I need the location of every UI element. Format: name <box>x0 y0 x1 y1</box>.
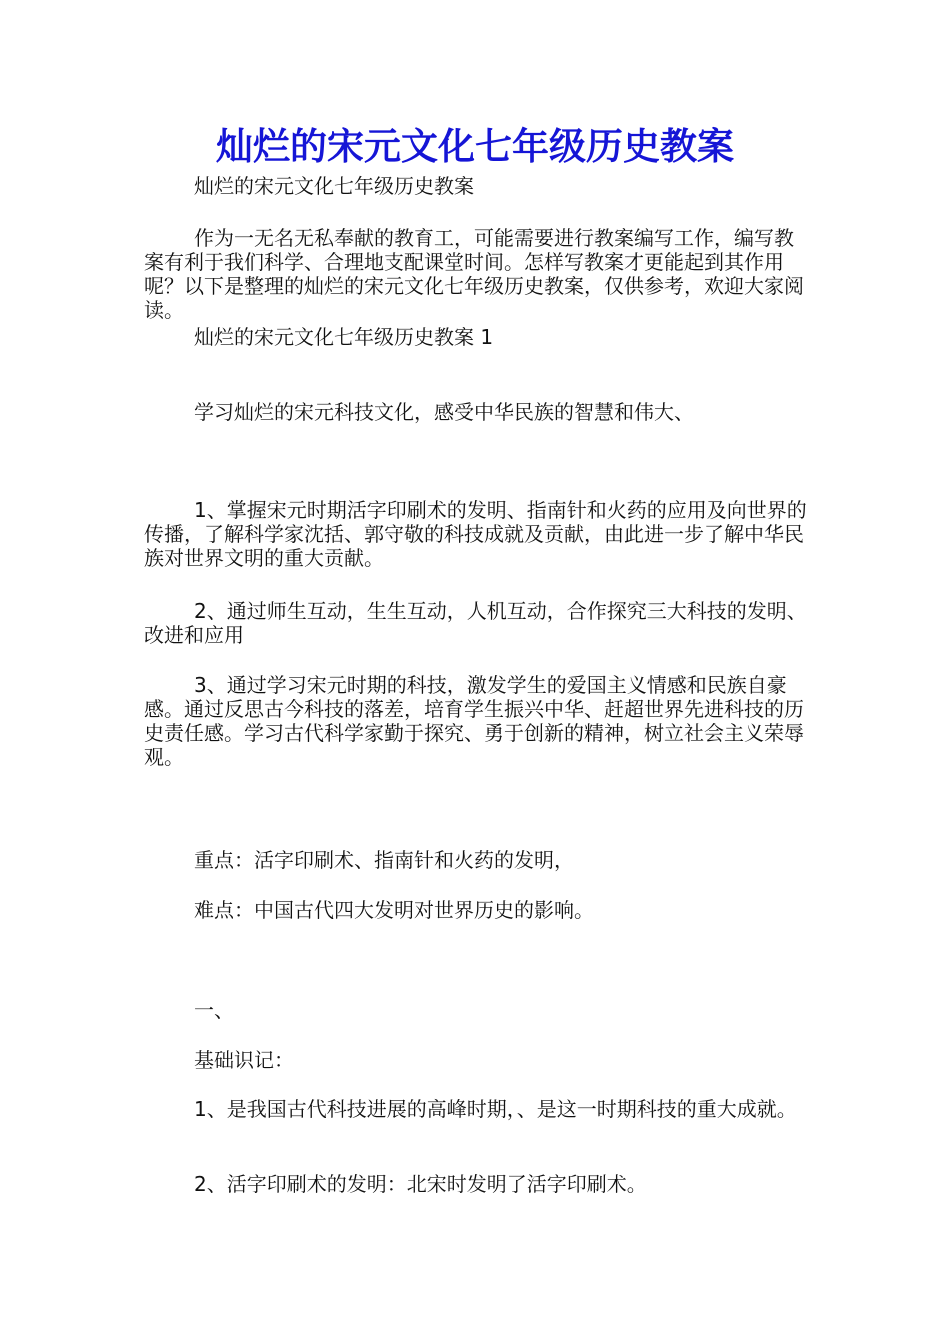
basic-knowledge-heading: 基础识记： <box>194 1048 294 1072</box>
knowledge-item-1: 1、是我国古代科技进展的高峰时期，、是这一时期科技的重大成就。 <box>194 1097 797 1121</box>
difficulty-paragraph: 难点：中国古代四大发明对世界历史的影响。 <box>194 898 594 922</box>
intro-paragraph: 作为一无名无私奉献的教育工，可能需要进行教案编写工作，编写教案有利于我们科学、合理地支配课堂时间。怎样写教案才更能起到其作用呢？以下是整理的灿烂的宋元文化七年级历史教案，仅供参考，欢迎大家阅读。 <box>144 226 804 322</box>
key-point-paragraph: 重点：活字印刷术、指南针和火药的发明， <box>194 848 574 872</box>
goal-item-1: 1、掌握宋元时期活字印刷术的发明、指南针和火药的应用及向世界的传播，了解科学家沈括、郭守敬的科技成就及贡献，由此进一步了解中华民族对世界文明的重大贡献。 <box>144 498 807 570</box>
objective-paragraph: 学习灿烂的宋元科技文化，感受中华民族的智慧和伟大、 <box>194 400 694 424</box>
subtitle-paragraph: 灿烂的宋元文化七年级历史教案 <box>194 174 474 198</box>
goal-item-2: 2、通过师生互动，生生互动，人机互动，合作探究三大科技的发明、改进和应用 <box>144 599 807 647</box>
document-title: 灿烂的宋元文化七年级历史教案 <box>216 124 734 168</box>
section-heading-1: 灿烂的宋元文化七年级历史教案 1 <box>194 325 494 349</box>
knowledge-item-2: 2、活字印刷术的发明：北宋时发明了活字印刷术。 <box>194 1172 647 1196</box>
goal-item-3: 3、通过学习宋元时期的科技，激发学生的爱国主义情感和民族自豪感。通过反思古今科技的落差，培育学生振兴中华、赶超世界先进科技的历史责任感。学习古代科学家勤于探究、勇于创新的精神，树立社会主义荣辱观。 <box>144 673 804 769</box>
section-number: 一、 <box>194 998 234 1022</box>
